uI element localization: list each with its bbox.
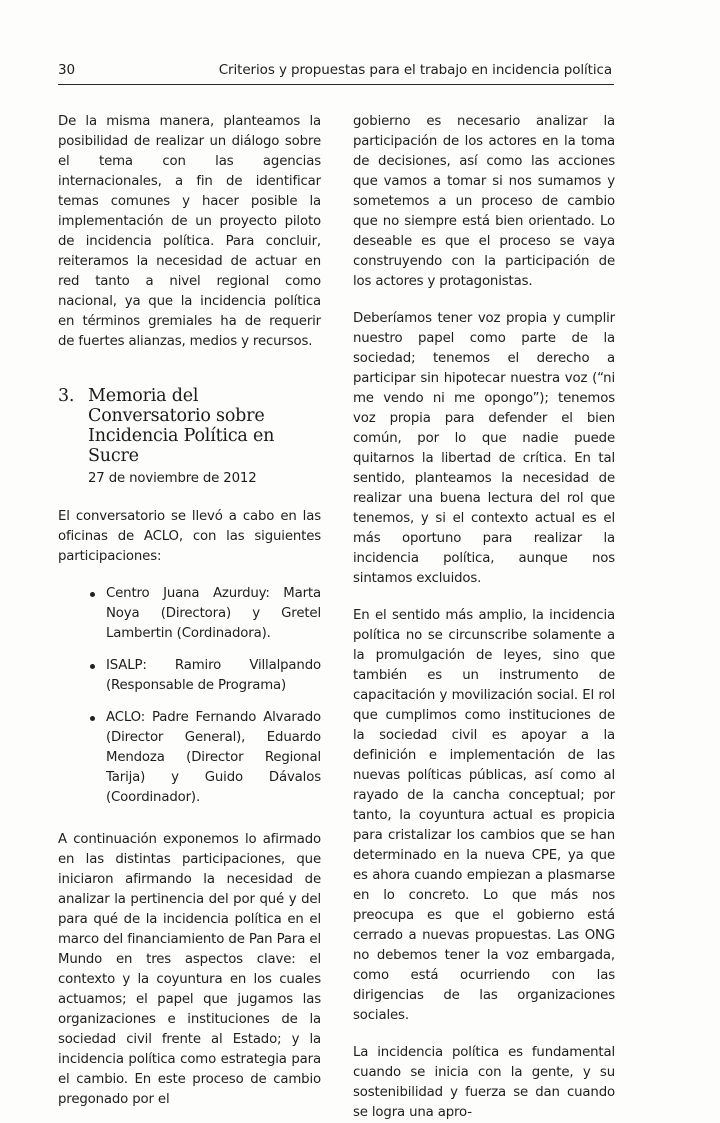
list-item: Centro Juana Azurduy: Marta Noya (Directora) y Gretel Lambertin (Cordinadora). <box>88 584 321 644</box>
list-item: ACLO: Padre Fernando Alvarado (Director General), Eduardo Mendoza (Director Regional Tarija) y Guido Dávalos (Coordinador). <box>88 708 321 808</box>
section-number: 3. <box>58 386 75 406</box>
left-column <box>58 112 321 1110</box>
paragraph: El conversatorio se llevó a cabo en las oficinas de ACLO, con las siguientes participaciones: <box>58 509 321 564</box>
paragraph: De la misma manera, planteamos la posibilidad de realizar un diálogo sobre el tema con las agencias internacionales, a fin de identificar temas comunes y hacer posible la implementación de un proyecto piloto de incidencia política. Para concluir, reiteramos la necesidad de actuar en red tanto a nivel regional como nacional, ya que la incidencia política en términos gremiales ha de requerir de fuertes alianzas, medios y recursos. <box>58 114 321 349</box>
paragraph: gobierno es necesario analizar la participación de los actores en la toma de decisiones, así como las acciones que vamos a tomar si nos sumamos y sometemos a un proceso de cambio que no siempre está bien orientado. Lo deseable es que el proceso se vaya construyendo con la participación de los actores y protagonistas. <box>353 114 615 289</box>
page-header <box>58 60 614 85</box>
participants-list <box>58 584 321 808</box>
page-number: 30 <box>58 62 75 78</box>
paragraph: La incidencia política es fundamental cuando se inicia con la gente, y su sostenibilidad y fuerza se dan cuando se logra una apro- <box>353 1045 615 1120</box>
section-heading <box>58 386 321 466</box>
paragraph: A continuación exponemos lo afirmado en las distintas participaciones, que iniciaron afirmando la necesidad de analizar la pertinencia del por qué y del para qué de la incidencia política en el marco del financiamiento de Pan Para el Mundo en tres aspectos clave: el contexto y la coyuntura en los cuales actuamos; el papel que jugamos las organizaciones e instituciones de la sociedad civil frente al Estado; y la incidencia política como estrategia para el cambio. En este proceso de cambio pregonado por el <box>58 832 321 1107</box>
section-title: Memoria del Conversatorio sobre Incidencia Política en Sucre <box>88 386 275 466</box>
paragraph: En el sentido más amplio, la incidencia política no se circunscribe solamente a la promulgación de leyes, sino que también es un instrumento de capacitación y movilización social. El rol que cumplimos como instituciones de la sociedad civil es apoyar a la definición e implementación de las nuevas políticas públicas, así como al rayado de la cancha conceptual; por tanto, la coyuntura actual es propicia para cristalizar los cambios que se han determinado en la nueva CPE, ya que es ahora cuando empiezan a plasmarse en lo concreto. Lo que más nos preocupa es que el gobierno está cerrado a nuevas propuestas. Las ONG no debemos tener la voz embargada, como está ocurriendo con las dirigencias de las organizaciones sociales. <box>353 608 615 1023</box>
list-item: ISALP: Ramiro Villalpando (Responsable de Programa) <box>88 656 321 696</box>
running-title: Criterios y propuestas para el trabajo en incidencia política <box>218 62 612 78</box>
paragraph: Deberíamos tener voz propia y cumplir nuestro papel como parte de la sociedad; tenemos el derecho a participar sin hipotecar nuestra voz (“ni me vendo ni me opongo”); tenemos voz propia para defender el bien común, por lo que nadie puede quitarnos la libertad de crítica. En tal sentido, planteamos la necesidad de realizar una buena lectura del rol que tenemos, y si el contexto actual es el más oportuno para realizar la incidencia política, aunque nos sintamos excluidos. <box>353 311 615 586</box>
right-column <box>353 112 615 1123</box>
section-date: 27 de noviembre de 2012 <box>88 471 257 486</box>
